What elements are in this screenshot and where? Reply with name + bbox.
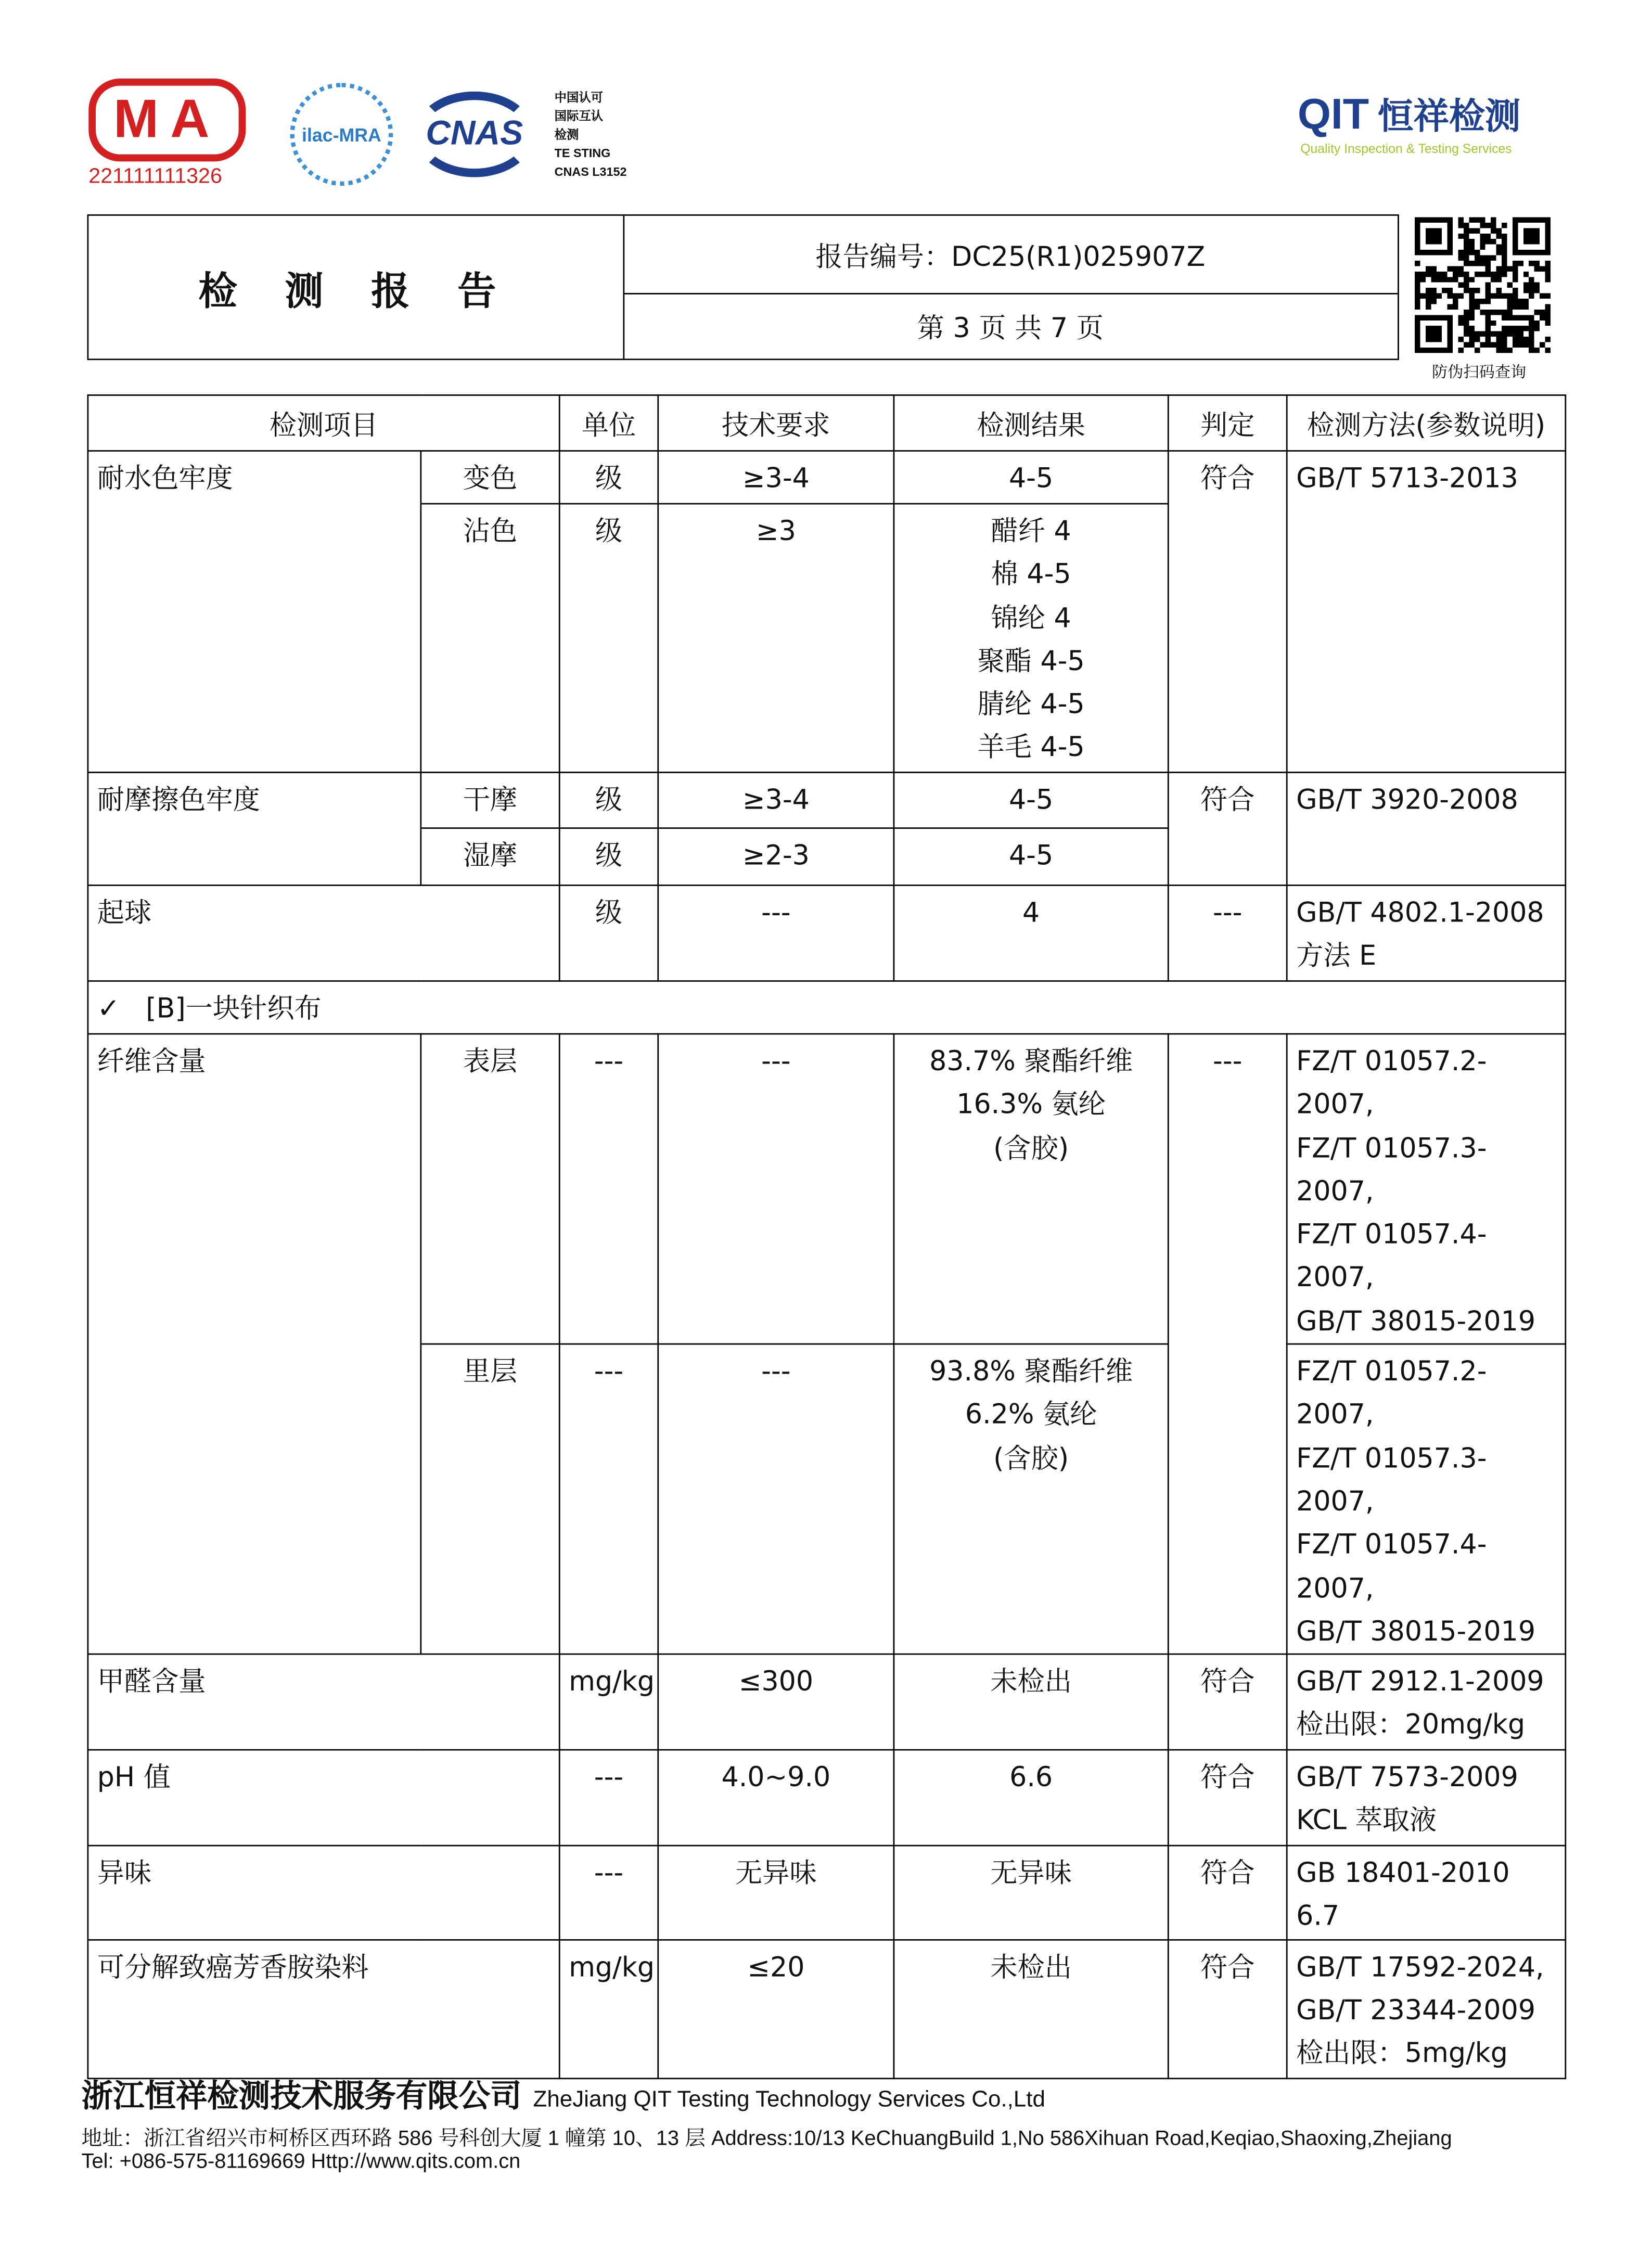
verdict-cell: 符合 — [1168, 1940, 1287, 2078]
page-info: 第 3 页 共 7 页 — [917, 312, 1104, 344]
verdict-cell: 符合 — [1168, 772, 1287, 885]
ilac-mra-logo: ilac-MRA — [290, 83, 393, 186]
item-cell: 起球 — [88, 885, 559, 981]
requirement-cell: ≤300 — [658, 1655, 894, 1750]
verdict-cell: 符合 — [1168, 1750, 1287, 1846]
unit-cell: 级 — [559, 885, 658, 981]
requirement-cell: ≥3-4 — [658, 451, 894, 504]
unit-cell: mg/kg — [559, 1940, 658, 2078]
result-line: 腈纶 4-5 — [977, 689, 1085, 721]
method-line: GB/T 17592-2024, — [1296, 1952, 1544, 1983]
method-line: FZ/T 01057.4-2007, — [1296, 1529, 1487, 1605]
requirement-cell: --- — [658, 1034, 894, 1344]
sub-item-cell: 里层 — [421, 1344, 559, 1654]
requirement-cell: 4.0~9.0 — [658, 1750, 894, 1846]
cma-logo: MA — [88, 79, 246, 161]
result-line: 聚酯 4-5 — [977, 646, 1085, 677]
result-line: 羊毛 4-5 — [977, 732, 1085, 764]
unit-cell: --- — [559, 1846, 658, 1940]
sub-item-cell: 湿摩 — [421, 828, 559, 886]
col-header: 判定 — [1168, 395, 1287, 451]
cnas-caption-line: 检测 — [554, 127, 579, 142]
verdict-cell: 符合 — [1168, 1655, 1287, 1750]
method-line: 方法 E — [1296, 941, 1377, 972]
item-cell: 异味 — [88, 1846, 559, 1940]
method-line: 检出限：20mg/kg — [1296, 1710, 1526, 1741]
col-header: 检测方法(参数说明) — [1287, 395, 1566, 451]
result-cell: 无异味 — [894, 1846, 1168, 1940]
sub-item-cell: 表层 — [421, 1034, 559, 1344]
method-line: FZ/T 01057.4-2007, — [1296, 1219, 1487, 1294]
footer-contact: Tel: +086-575-81169669 Http://www.qits.com.cn — [81, 2150, 521, 2174]
method-cell — [1287, 1655, 1566, 1750]
requirement-cell: ≥3 — [658, 504, 894, 772]
report-title: 检 测 报 告 — [88, 216, 624, 359]
method-line: FZ/T 01057.3-2007, — [1296, 1132, 1487, 1208]
table-header-row — [88, 395, 1566, 451]
cma-number: 221111111326 — [88, 164, 222, 189]
method-cell — [1287, 1940, 1566, 2078]
qit-logo — [1298, 88, 1520, 140]
cnas-logo: CNAS — [414, 92, 534, 177]
footer-company — [82, 2072, 1045, 2116]
method-line: GB/T 2912.1-2009 — [1296, 1666, 1544, 1698]
unit-cell: 级 — [559, 504, 658, 772]
method-line: GB/T 4802.1-2008 — [1296, 897, 1544, 929]
verdict-cell: --- — [1168, 1034, 1287, 1654]
method-line: KCL 萃取液 — [1296, 1805, 1437, 1837]
unit-cell: 级 — [559, 772, 658, 828]
unit-cell: mg/kg — [559, 1655, 658, 1750]
method-cell — [1287, 1034, 1566, 1344]
method-line: FZ/T 01057.2-2007, — [1296, 1356, 1487, 1431]
sub-item-cell: 变色 — [421, 451, 559, 504]
cnas-caption-line: 国际互认 — [554, 108, 604, 123]
col-header: 检测结果 — [894, 395, 1168, 451]
method-line: GB/T 23344-2009 — [1296, 1995, 1536, 2027]
result-line: 6.2% 氨纶 — [965, 1399, 1097, 1431]
verdict-cell: --- — [1168, 885, 1287, 981]
qr-code-icon — [1415, 217, 1551, 353]
result-cell — [894, 1034, 1168, 1344]
verdict-cell: 符合 — [1168, 451, 1287, 773]
qit-logo-cn: 恒祥检测 — [1377, 97, 1521, 137]
cnas-caption — [555, 88, 627, 182]
method-cell: GB 18401-2010 6.7 — [1287, 1846, 1566, 1940]
table-row — [88, 1655, 1566, 1750]
result-cell: 4 — [894, 885, 1168, 981]
cnas-caption-line: CNAS L3152 — [554, 164, 627, 179]
method-cell: GB/T 5713-2013 — [1287, 451, 1566, 773]
col-header: 检测项目 — [88, 395, 559, 451]
method-line: GB/T 38015-2019 — [1296, 1616, 1536, 1648]
col-header: 单位 — [559, 395, 658, 451]
company-name-cn: 浙江恒祥检测技术服务有限公司 — [81, 2078, 522, 2115]
result-cell: 4-5 — [894, 772, 1168, 828]
table-row — [88, 1940, 1566, 2078]
result-cell: 未检出 — [894, 1940, 1168, 2078]
requirement-cell: --- — [658, 885, 894, 981]
item-cell: pH 值 — [88, 1750, 559, 1846]
result-cell: 4-5 — [894, 451, 1168, 504]
result-cell: 未检出 — [894, 1655, 1168, 1750]
item-cell: 耐摩擦色牢度 — [88, 772, 421, 885]
requirement-cell: --- — [658, 1344, 894, 1654]
section-row — [88, 981, 1566, 1034]
result-cell — [894, 1344, 1168, 1654]
method-line: FZ/T 01057.2-2007, — [1296, 1046, 1487, 1121]
method-line: FZ/T 01057.3-2007, — [1296, 1443, 1487, 1518]
requirement-cell: ≤20 — [658, 1940, 894, 2078]
result-line: 锦纶 4 — [991, 602, 1071, 634]
table-row — [88, 1846, 1566, 1940]
report-header-box — [87, 214, 1399, 360]
item-cell: 耐水色牢度 — [88, 451, 421, 773]
verdict-cell: 符合 — [1168, 1846, 1287, 1940]
requirement-cell: 无异味 — [658, 1846, 894, 1940]
requirement-cell: ≥3-4 — [658, 772, 894, 828]
result-line: 棉 4-5 — [991, 559, 1071, 591]
method-cell — [1287, 1344, 1566, 1654]
unit-cell: --- — [559, 1034, 658, 1344]
qr-caption: 防伪扫码查询 — [1431, 363, 1527, 382]
footer-address: 地址：浙江省绍兴市柯桥区西环路 586 号科创大厦 1 幢第 10、13 层 Address:10/13 KeChuangBuild 1,No 586Xihuan Road,Keqiao,Shaoxing,Zhejiang — [81, 2128, 1452, 2151]
item-cell: 纤维含量 — [88, 1034, 421, 1654]
result-line: 醋纤 4 — [991, 516, 1071, 547]
results-table — [87, 394, 1567, 2079]
method-cell — [1287, 1750, 1566, 1846]
item-cell: 甲醛含量 — [88, 1655, 559, 1750]
checkmark-icon: ✓ — [97, 993, 120, 1025]
sub-item-cell: 沾色 — [421, 504, 559, 772]
table-row — [88, 1034, 1566, 1344]
item-cell: 可分解致癌芳香胺染料 — [88, 1940, 559, 2078]
result-line: (含胶) — [993, 1132, 1069, 1164]
method-line: 检出限：5mg/kg — [1296, 2038, 1508, 2070]
unit-cell: 级 — [559, 828, 658, 886]
table-row — [88, 885, 1566, 981]
qit-tagline: Quality Inspection & Testing Services — [1300, 141, 1512, 156]
section-cell — [88, 981, 1566, 1034]
unit-cell: --- — [559, 1344, 658, 1654]
unit-cell: --- — [559, 1750, 658, 1846]
method-cell — [1287, 885, 1566, 981]
qit-logo-mark: QIT — [1297, 91, 1369, 139]
sub-item-cell: 干摩 — [421, 772, 559, 828]
result-line: 93.8% 聚酯纤维 — [929, 1356, 1133, 1388]
col-header: 技术要求 — [658, 395, 894, 451]
cnas-caption-line: 中国认可 — [554, 90, 604, 105]
unit-cell: 级 — [559, 451, 658, 504]
result-cell — [894, 504, 1168, 772]
table-row — [88, 451, 1566, 504]
method-line: GB/T 38015-2019 — [1296, 1305, 1536, 1338]
cnas-caption-line: TE STING — [554, 146, 611, 160]
result-cell: 6.6 — [894, 1750, 1168, 1846]
report-number: 报告编号：DC25(R1)025907Z — [623, 216, 1398, 294]
result-line: 83.7% 聚酯纤维 — [929, 1046, 1133, 1078]
method-cell: GB/T 3920-2008 — [1287, 772, 1566, 885]
requirement-cell: ≥2-3 — [658, 828, 894, 886]
result-line: (含胶) — [993, 1443, 1069, 1475]
result-line: 16.3% 氨纶 — [956, 1089, 1106, 1121]
method-line: GB/T 7573-2009 — [1296, 1762, 1518, 1794]
table-row — [88, 1750, 1566, 1846]
section-label: [B]一块针织布 — [146, 993, 322, 1025]
result-cell: 4-5 — [894, 828, 1168, 886]
table-row — [88, 772, 1566, 828]
company-name-en: ZheJiang QIT Testing Technology Services Co.,Ltd — [533, 2087, 1045, 2112]
